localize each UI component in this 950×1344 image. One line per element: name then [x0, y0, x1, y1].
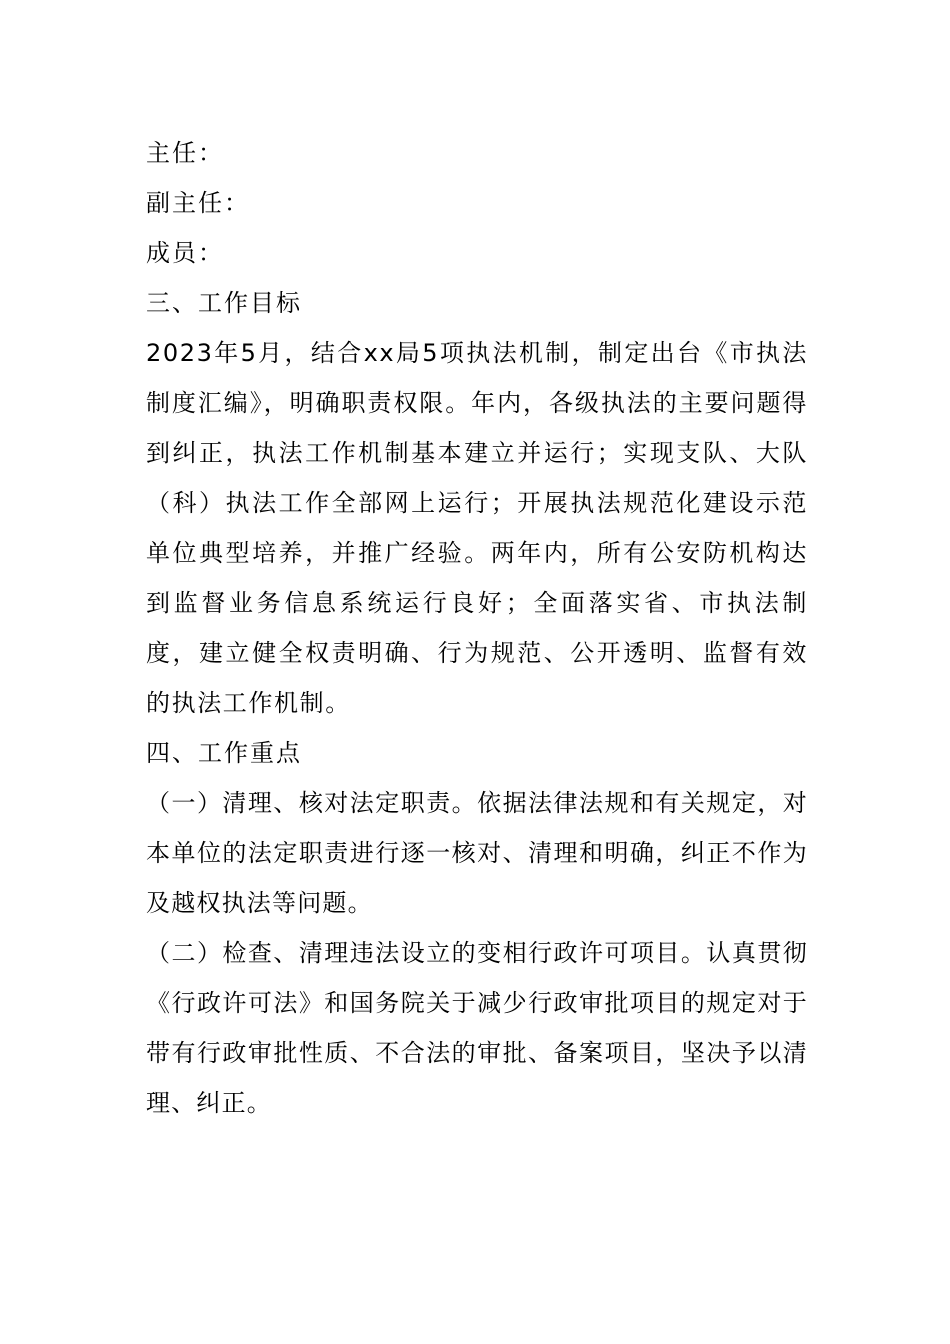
- section-4-item-2: （二）检查、清理违法设立的变相行政许可项目。认真贯彻《行政许可法》和国务院关于减少行政审批项目的规定对于带有行政审批性质、不合法的审批、备案项目，坚决予以清理、纠正。: [146, 939, 808, 1117]
- director-label: 主任：: [146, 139, 224, 167]
- section-3-heading: 三、工作目标: [146, 289, 302, 317]
- document-body: [146, 128, 808, 1128]
- section-3-body: 2023年5月，结合xx局5项执法机制，制定出台《市执法制度汇编》，明确职责权限。年内，各级执法的主要问题得到纠正，执法工作机制基本建立并运行；实现支队、大队（科）执法工作全部网上运行；开展执法规范化建设示范单位典型培养，并推广经验。两年内，所有公安防机构达到监督业务信息系统运行良好；全面落实省、市执法制度，建立健全权责明确、行为规范、公开透明、监督有效的执法工作机制。: [146, 339, 808, 717]
- section-4-item-1: （一）清理、核对法定职责。依据法律法规和有关规定，对本单位的法定职责进行逐一核对、清理和明确，纠正不作为及越权执法等问题。: [146, 789, 808, 917]
- section-4-heading: 四、工作重点: [146, 739, 302, 767]
- deputy-director-label: 副主任：: [146, 189, 250, 217]
- members-label: 成员：: [146, 239, 224, 267]
